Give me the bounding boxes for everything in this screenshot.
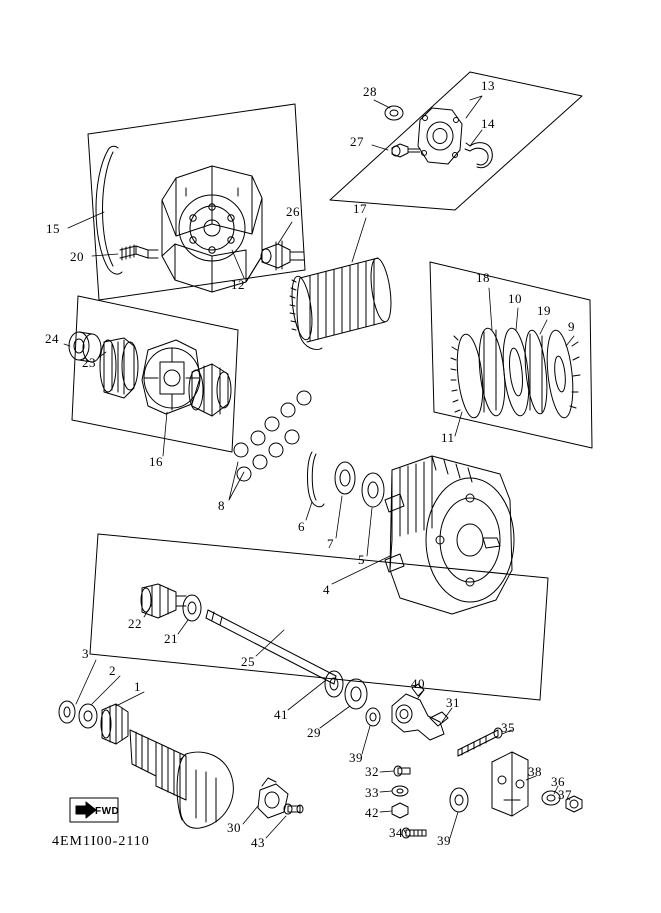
callout-7: 7 (327, 536, 334, 551)
part-39-washer-a (366, 708, 380, 726)
part-39-washer-b (450, 788, 468, 812)
part-23-gear-small (100, 338, 138, 398)
part-43-bolt (284, 804, 303, 814)
callout-12: 12 (231, 277, 245, 292)
callout-33: 33 (365, 785, 379, 800)
callout-19: 19 (537, 303, 551, 318)
part-29-washer (345, 679, 367, 709)
callout-3: 3 (82, 646, 89, 661)
callout-42: 42 (365, 805, 379, 820)
callout-30: 30 (227, 820, 241, 835)
callout-9: 9 (568, 319, 575, 334)
part-16-gear-large (142, 340, 200, 414)
part-10-plate (499, 327, 532, 417)
part-20-spring (120, 245, 158, 260)
callout-37: 37 (558, 787, 572, 802)
callout-8: 8 (218, 498, 225, 513)
callout-20: 20 (70, 249, 84, 264)
part-7-washer (335, 462, 355, 494)
callout-16: 16 (149, 454, 163, 469)
callout-26: 26 (286, 204, 300, 219)
part-30-lever (258, 778, 288, 818)
callout-23: 23 (82, 355, 96, 370)
callout-27: 27 (350, 134, 364, 149)
callout-39b: 39 (437, 833, 451, 848)
part-code-label: 4EM1I00-2110 (52, 834, 150, 849)
group-frame-upper-left (88, 104, 305, 300)
callout-32: 32 (365, 764, 379, 779)
callout-13: 13 (481, 78, 495, 93)
part-40-31-release-lever (392, 684, 448, 740)
part-11-plate (451, 333, 486, 419)
callout-6: 6 (298, 519, 305, 534)
callout-24: 24 (45, 331, 59, 346)
callout-38: 38 (528, 764, 542, 779)
callout-34: 34 (389, 825, 403, 840)
callout-10: 10 (508, 291, 522, 306)
part-32-bolt (394, 766, 410, 776)
part-22-sleeve (141, 584, 186, 618)
fwd-direction-label: FWD (95, 806, 120, 817)
callout-40: 40 (411, 676, 425, 691)
part-27-bolt (392, 144, 420, 157)
callout-18: 18 (476, 270, 490, 285)
part-14-clip (465, 143, 492, 168)
callout-22: 22 (128, 616, 142, 631)
part-16-hub (189, 364, 231, 416)
callout-17: 17 (353, 201, 367, 216)
part-5-washer (362, 473, 384, 507)
part-12-pressure-plate (162, 166, 262, 292)
callout-25: 25 (241, 654, 255, 669)
callout-39a: 39 (349, 750, 363, 765)
callout-41: 41 (274, 707, 288, 722)
callout-11: 11 (441, 430, 455, 445)
part-38-bracket (492, 752, 528, 816)
part-main-shaft (130, 730, 186, 800)
callout-1: 1 (134, 679, 141, 694)
part-9-plate (543, 329, 580, 419)
part-35-screw (458, 728, 502, 756)
part-21-washer (183, 595, 201, 621)
part-3-washer (59, 701, 75, 723)
group-frame-right (430, 262, 592, 448)
callout-5: 5 (358, 552, 365, 567)
callout-21: 21 (164, 631, 178, 646)
part-4-clutch-housing (385, 456, 514, 614)
part-42-nut (392, 803, 408, 818)
part-26-spacer (261, 241, 304, 270)
group-frame-lower (90, 534, 548, 700)
callout-14: 14 (481, 116, 495, 131)
group-frame-gear (72, 296, 238, 452)
callout-36: 36 (551, 774, 565, 789)
callout-4: 4 (323, 582, 330, 597)
callout-29: 29 (307, 725, 321, 740)
part-13-housing (418, 108, 462, 164)
callout-15: 15 (46, 221, 60, 236)
part-33-washer (392, 786, 408, 796)
callout-2: 2 (109, 663, 116, 678)
part-19-spring-plate (522, 329, 551, 415)
part-2-washer (79, 704, 97, 728)
callout-35: 35 (501, 720, 515, 735)
part-8-balls (234, 391, 311, 481)
callout-31: 31 (446, 695, 460, 710)
callout-43: 43 (251, 835, 265, 850)
part-1-gear (101, 704, 128, 744)
part-28-washer (385, 106, 403, 120)
callout-28: 28 (363, 84, 377, 99)
part-6-circlip (308, 452, 325, 507)
part-17-friction-plates (289, 257, 395, 349)
